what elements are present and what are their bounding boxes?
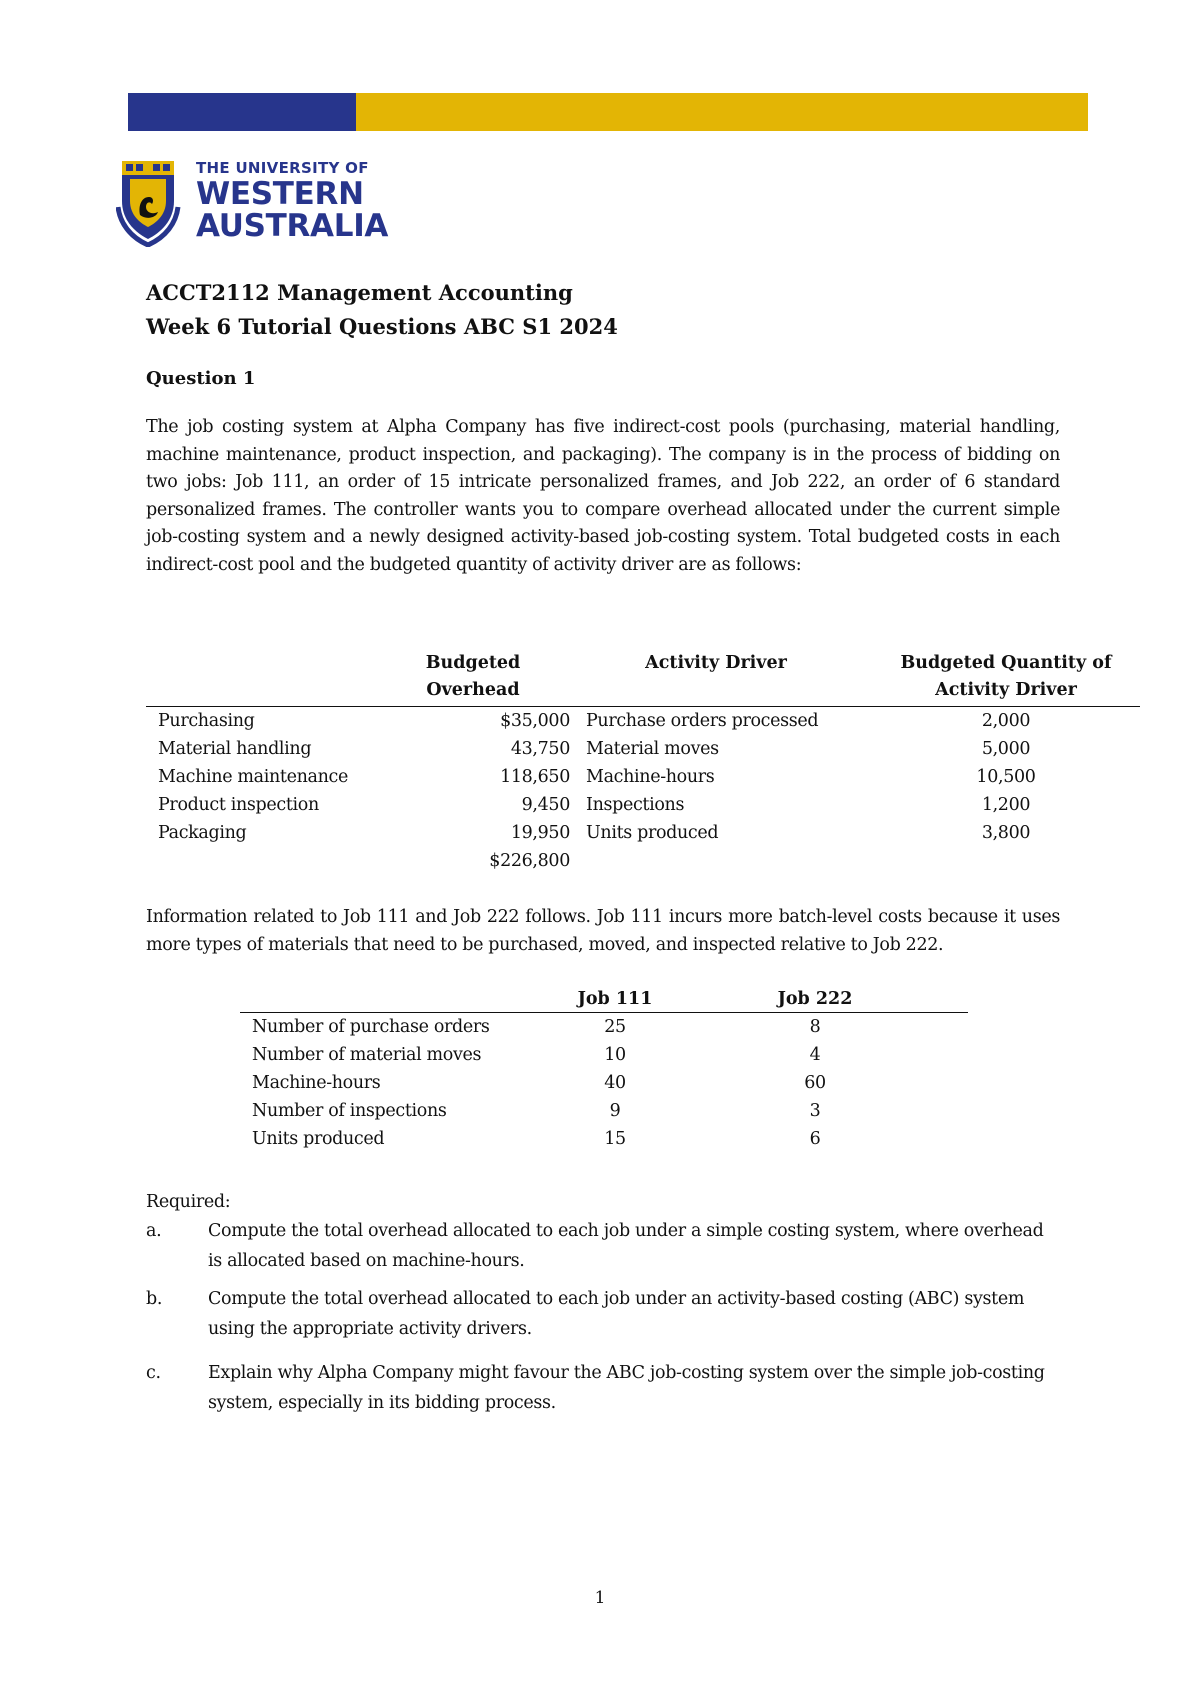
required-item-marker: b. xyxy=(146,1289,163,1309)
pool-overhead: 9,450 xyxy=(521,795,570,815)
job-222-value: 4 xyxy=(809,1045,821,1065)
job-111-value: 25 xyxy=(604,1017,626,1037)
required-item xyxy=(146,1284,1060,1344)
job-row-label: Number of inspections xyxy=(252,1101,447,1121)
question-heading: Question 1 xyxy=(146,368,256,389)
pool-driver: Purchase orders processed xyxy=(586,711,819,731)
cost-pool-row xyxy=(146,735,1140,763)
course-title: ACCT2112 Management Accounting xyxy=(146,280,573,305)
header-budgeted-quantity: Budgeted Quantity of Activity Driver xyxy=(900,653,1112,700)
job-row xyxy=(240,1041,968,1069)
pool-overhead: $35,000 xyxy=(500,711,570,731)
total-overhead: $226,800 xyxy=(489,851,570,871)
cost-pool-table-header xyxy=(146,650,1140,707)
pool-overhead: 19,950 xyxy=(510,823,570,843)
job-row xyxy=(240,1069,968,1097)
pool-driver: Material moves xyxy=(586,739,719,759)
pool-name: Material handling xyxy=(158,739,312,759)
job-111-value: 40 xyxy=(604,1073,626,1093)
pool-driver: Units produced xyxy=(586,823,719,843)
job-row xyxy=(240,1125,968,1153)
required-item-text: Explain why Alpha Company might favour the ABC job-costing system over the simple job-costing system, especially in its bidding process. xyxy=(208,1363,1045,1413)
header-job-111: Job 111 xyxy=(577,989,653,1009)
job-222-value: 60 xyxy=(804,1073,826,1093)
required-label: Required: xyxy=(146,1192,231,1212)
job-table-header xyxy=(240,986,968,1013)
cost-pool-row xyxy=(146,707,1140,735)
pool-driver: Inspections xyxy=(586,795,685,815)
required-item-marker: c. xyxy=(146,1363,161,1383)
pool-overhead: 118,650 xyxy=(500,767,570,787)
job-222-value: 8 xyxy=(809,1017,821,1037)
job-222-value: 6 xyxy=(809,1129,821,1149)
logo-line-2: WESTERN xyxy=(196,176,364,212)
cost-pool-table xyxy=(146,650,1140,875)
crest-icon xyxy=(116,157,190,247)
pool-quantity: 2,000 xyxy=(981,711,1031,731)
required-section xyxy=(146,1188,1060,1418)
job-111-value: 10 xyxy=(604,1045,626,1065)
header-activity-driver: Activity Driver xyxy=(645,653,787,673)
job-111-value: 9 xyxy=(609,1101,621,1121)
required-item xyxy=(146,1216,1060,1276)
pool-name: Purchasing xyxy=(158,711,255,731)
cost-pool-row xyxy=(146,763,1140,791)
job-row-label: Number of material moves xyxy=(252,1045,482,1065)
cost-pool-row xyxy=(146,819,1140,847)
header-band-gold xyxy=(356,93,1088,131)
logo-line-1: THE UNIVERSITY OF xyxy=(196,159,369,177)
required-item-text: Compute the total overhead allocated to each job under an activity-based costing (ABC) system using the appropriate activity drivers. xyxy=(208,1289,1025,1339)
job-table xyxy=(240,986,968,1153)
job-222-value: 3 xyxy=(809,1101,821,1121)
job-row xyxy=(240,1097,968,1125)
job-row-label: Units produced xyxy=(252,1129,385,1149)
job-111-value: 15 xyxy=(604,1129,626,1149)
pool-name: Packaging xyxy=(158,823,247,843)
pool-name: Product inspection xyxy=(158,795,319,815)
pool-overhead: 43,750 xyxy=(510,739,570,759)
pool-driver: Machine-hours xyxy=(586,767,715,787)
tutorial-title: Week 6 Tutorial Questions ABC S1 2024 xyxy=(146,314,618,339)
pool-quantity: 5,000 xyxy=(981,739,1031,759)
cost-pool-total-row xyxy=(146,847,1140,875)
job-row-label: Number of purchase orders xyxy=(252,1017,490,1037)
job-row-label: Machine-hours xyxy=(252,1073,381,1093)
page-number: 1 xyxy=(594,1588,606,1608)
intro-paragraph: The job costing system at Alpha Company has five indirect-cost pools (purchasing, material handling, machine maintenance, product inspection, and packaging). The company is in the process of bidding on two jobs: Job 111, an order of 15 intricate personalized frames, and Job 222, an order of 6 standard personalized frames. The controller wants you to compare overhead allocated under the current simple job-costing system and a newly designed activity-based job-costing system. Total budgeted costs in each indirect-cost pool and the budgeted quantity of activity driver are as follows: xyxy=(146,417,1060,575)
pool-name: Machine maintenance xyxy=(158,767,348,787)
cost-pool-row xyxy=(146,791,1140,819)
header-budgeted-overhead: Budgeted Overhead xyxy=(425,653,521,700)
required-item-marker: a. xyxy=(146,1221,162,1241)
university-logo xyxy=(116,157,389,249)
pool-quantity: 10,500 xyxy=(976,767,1036,787)
job-row xyxy=(240,1013,968,1041)
logo-line-3: AUSTRALIA xyxy=(196,208,389,244)
document-body xyxy=(146,276,1060,579)
pool-quantity: 1,200 xyxy=(981,795,1031,815)
required-item xyxy=(146,1358,1060,1418)
job-info-paragraph: Information related to Job 111 and Job 222 follows. Job 111 incurs more batch-level costs because it uses more types of materials that need to be purchased, moved, and inspected relative to Job 222. xyxy=(146,907,1060,955)
required-item-text: Compute the total overhead allocated to each job under a simple costing system, where overhead is allocated based on machine-hours. xyxy=(208,1221,1044,1271)
header-job-222: Job 222 xyxy=(777,989,853,1009)
pool-quantity: 3,800 xyxy=(981,823,1031,843)
header-band-blue xyxy=(128,93,356,131)
